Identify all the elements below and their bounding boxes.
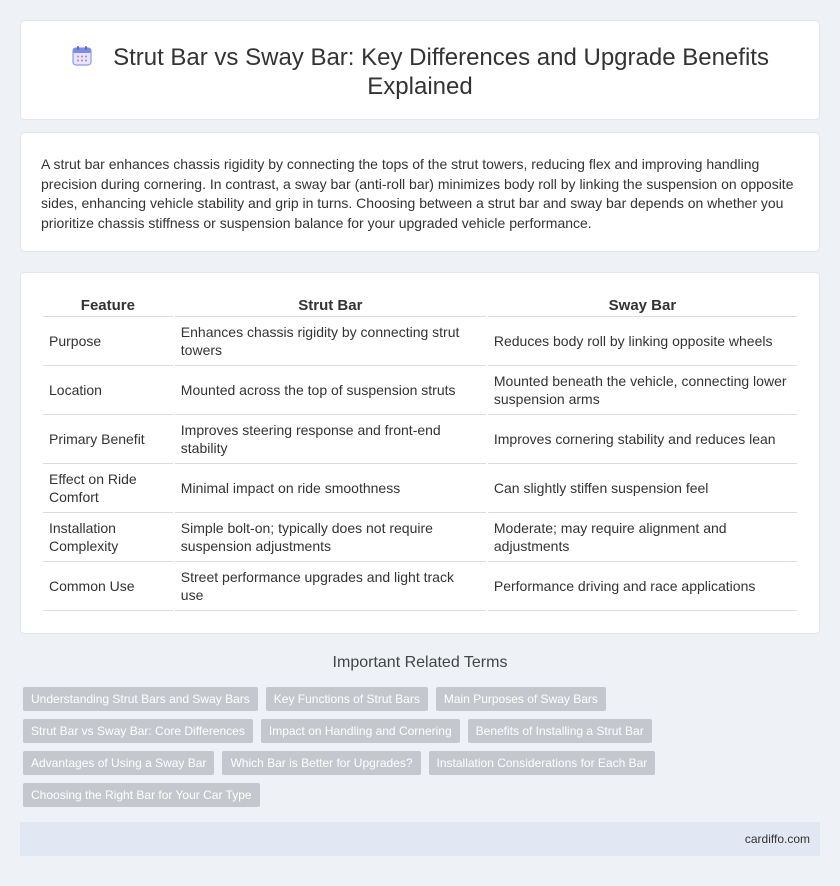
related-terms-tags [23, 687, 823, 815]
page-title: Strut Bar vs Sway Bar: Key Differences and Upgrade Benefits Explained [113, 44, 769, 100]
page-title-wrap [61, 43, 779, 101]
related-tag[interactable]: Benefits of Installing a Strut Bar [468, 719, 652, 743]
table-row [43, 464, 797, 513]
cell-feature: Primary Benefit [43, 415, 173, 464]
tag-row [23, 751, 823, 775]
tag-row [23, 783, 823, 807]
comparison-table [41, 295, 799, 611]
cell-feature: Common Use [43, 562, 173, 611]
cell-strut-bar: Enhances chassis rigidity by connecting strut towers [175, 317, 486, 366]
header-strut-bar: Strut Bar [175, 295, 486, 317]
related-tag[interactable]: Choosing the Right Bar for Your Car Type [23, 783, 260, 807]
tag-row [23, 687, 823, 711]
cell-sway-bar: Can slightly stiffen suspension feel [488, 464, 797, 513]
cell-feature: Location [43, 366, 173, 415]
cell-sway-bar: Moderate; may require alignment and adjustments [488, 513, 797, 562]
related-tag[interactable]: Main Purposes of Sway Bars [436, 687, 606, 711]
cell-sway-bar: Reduces body roll by linking opposite wheels [488, 317, 797, 366]
related-terms-title: Important Related Terms [332, 654, 508, 671]
cell-strut-bar: Minimal impact on ride smoothness [175, 464, 486, 513]
related-tag[interactable]: Strut Bar vs Sway Bar: Core Differences [23, 719, 253, 743]
table-row [43, 366, 797, 415]
cell-strut-bar: Improves steering response and front-end stability [175, 415, 486, 464]
related-tag[interactable]: Impact on Handling and Cornering [261, 719, 460, 743]
header-sway-bar: Sway Bar [488, 295, 797, 317]
cell-strut-bar: Simple bolt-on; typically does not require suspension adjustments [175, 513, 486, 562]
cell-feature: Purpose [43, 317, 173, 366]
cell-strut-bar: Mounted across the top of suspension struts [175, 366, 486, 415]
tag-row [23, 719, 823, 743]
table-row [43, 415, 797, 464]
cell-feature: Installation Complexity [43, 513, 173, 562]
table-row [43, 562, 797, 611]
intro-card [20, 132, 820, 252]
header-feature: Feature [43, 295, 173, 317]
table-row [43, 317, 797, 366]
related-tag[interactable]: Advantages of Using a Sway Bar [23, 751, 214, 775]
cell-sway-bar: Performance driving and race applications [488, 562, 797, 611]
cell-sway-bar: Mounted beneath the vehicle, connecting lower suspension arms [488, 366, 797, 415]
calendar-icon [71, 45, 93, 67]
table-row [43, 513, 797, 562]
related-tag[interactable]: Which Bar is Better for Upgrades? [222, 751, 420, 775]
related-tag[interactable]: Key Functions of Strut Bars [266, 687, 428, 711]
intro-paragraph: A strut bar enhances chassis rigidity by connecting the tops of the strut towers, reducing flex and improving handling precision during cornering. In contrast, a sway bar (anti-roll bar) minimizes body roll by linking the suspension on opposite sides, enhancing vehicle stability and grip in turns. Choosing between a strut bar and sway bar depends on whether you prioritize chassis stiffness or suspension balance for your upgraded vehicle performance. [41, 156, 794, 231]
cell-feature: Effect on Ride Comfort [43, 464, 173, 513]
footer-site-link[interactable]: cardiffo.com [744, 832, 810, 846]
comparison-table-card [20, 272, 820, 634]
related-tag[interactable]: Installation Considerations for Each Bar [429, 751, 656, 775]
footer [20, 822, 820, 856]
table-header-row [43, 295, 797, 317]
title-card [20, 20, 820, 120]
cell-strut-bar: Street performance upgrades and light track use [175, 562, 486, 611]
cell-sway-bar: Improves cornering stability and reduces lean [488, 415, 797, 464]
related-tag[interactable]: Understanding Strut Bars and Sway Bars [23, 687, 258, 711]
